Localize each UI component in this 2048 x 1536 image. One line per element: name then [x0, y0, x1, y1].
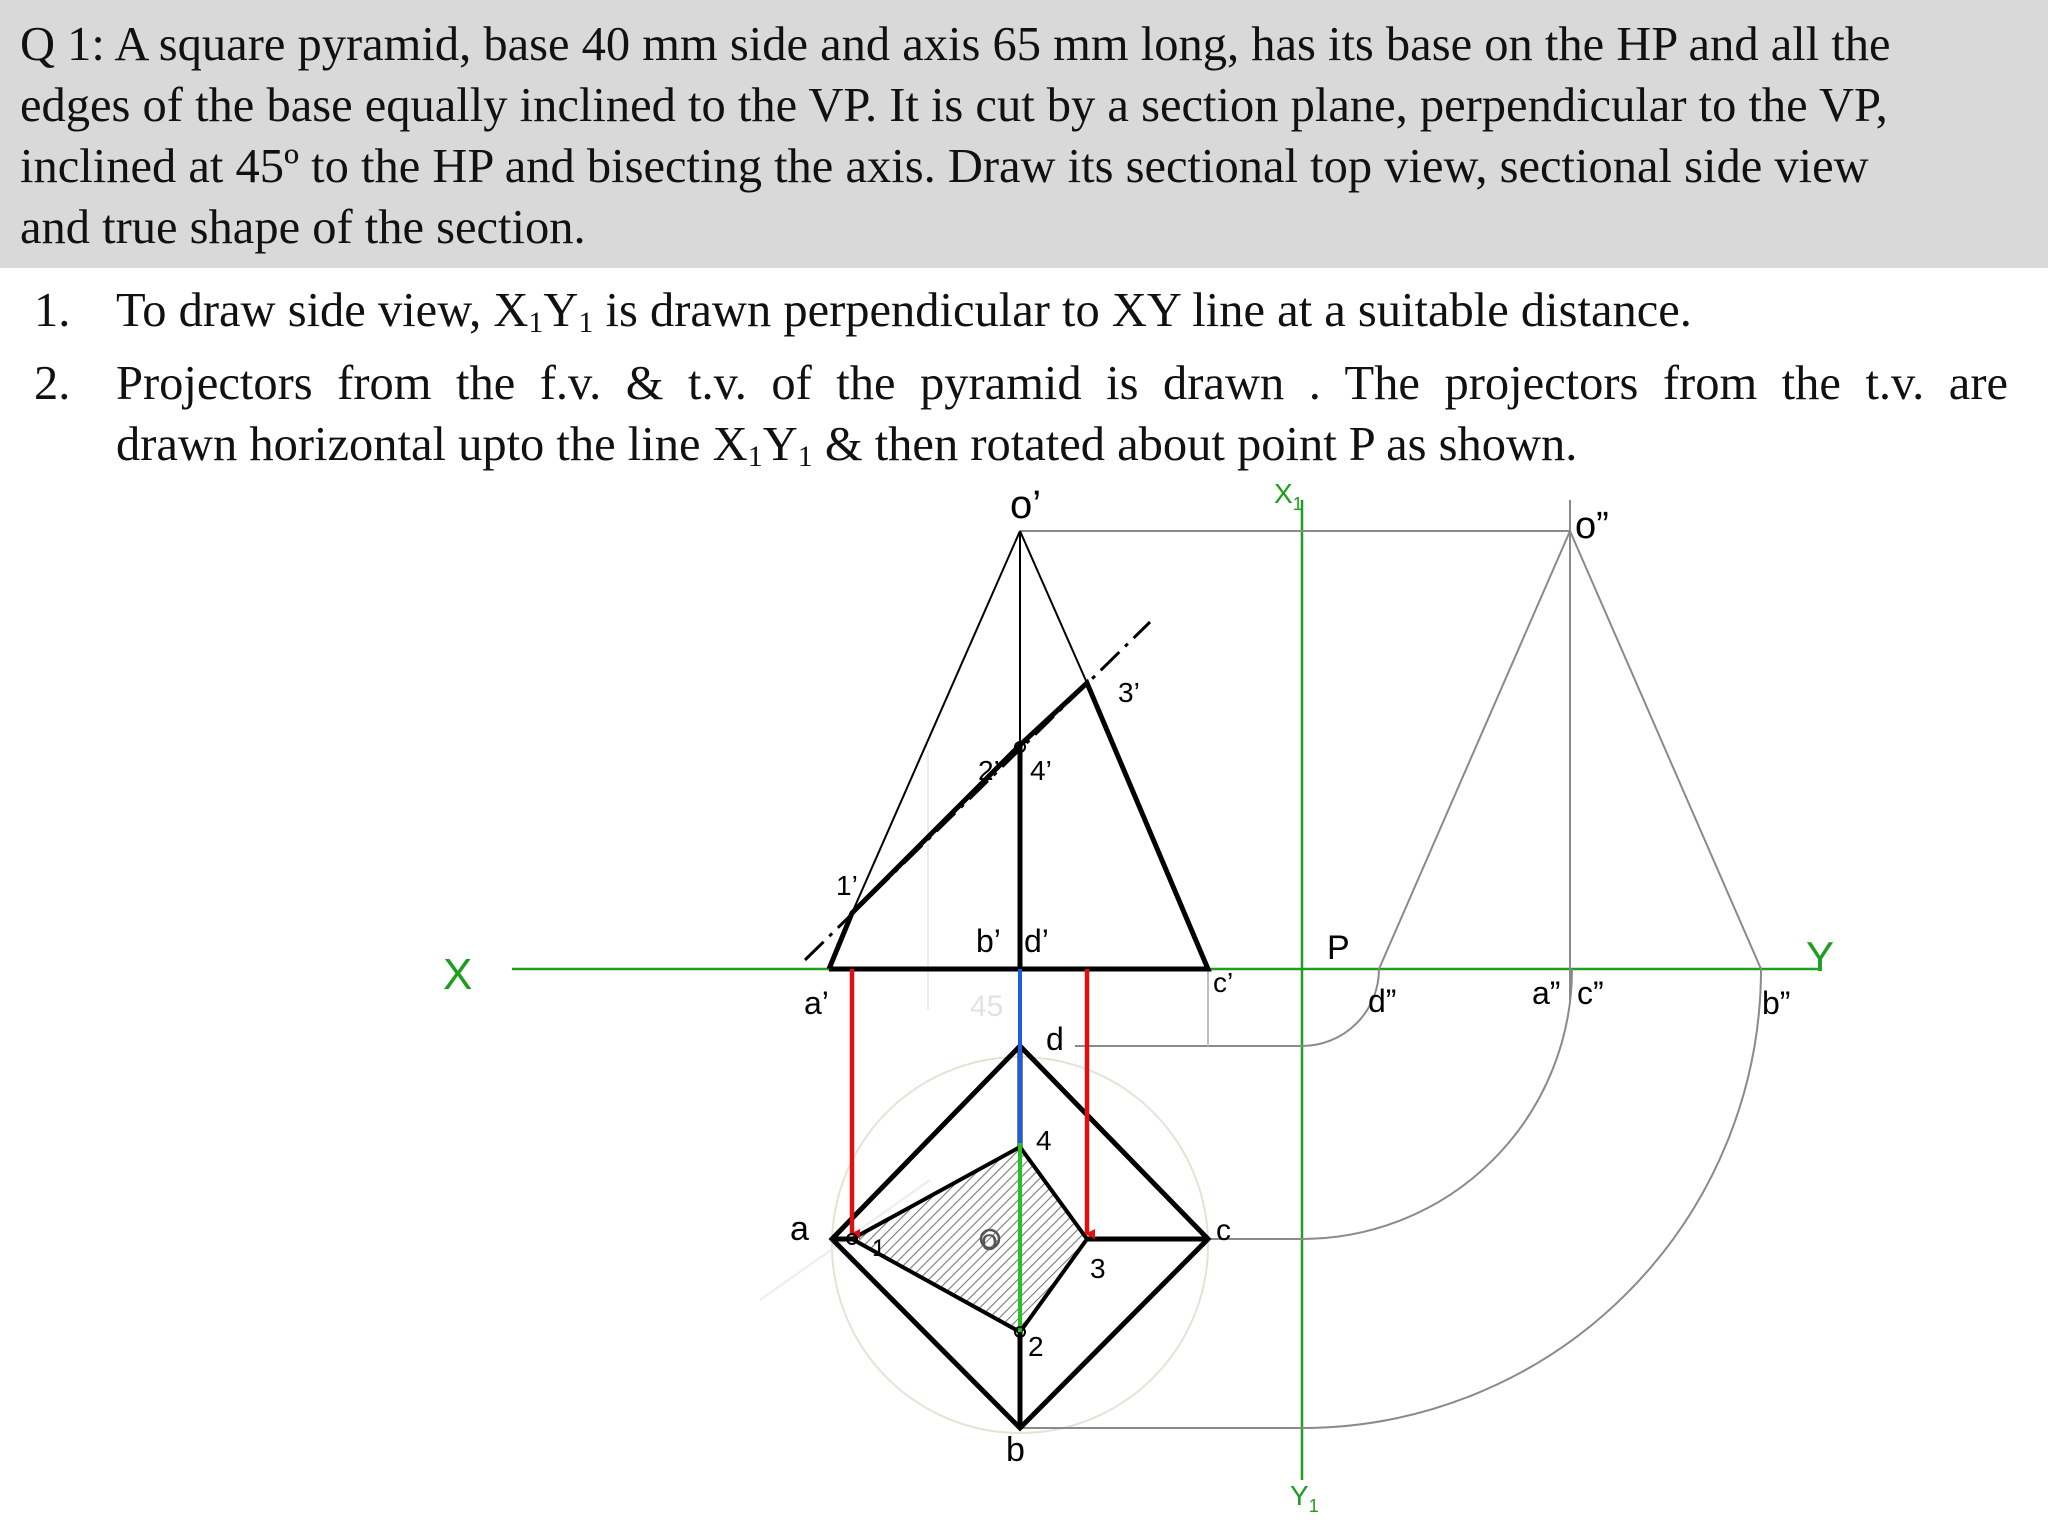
- label-x: X: [443, 950, 473, 999]
- label-d-top: d: [1046, 1021, 1064, 1057]
- step-text: drawn horizontal upto the line X: [116, 418, 748, 471]
- step-text: To draw side view, X: [116, 284, 529, 337]
- front-view-thin-left: [852, 531, 1020, 913]
- front-view-thin-right: [1020, 531, 1087, 683]
- label-d-front: d’: [1024, 923, 1049, 959]
- label-apex-side: o”: [1575, 505, 1609, 547]
- label-apex-front: o’: [1010, 483, 1042, 527]
- label-c-top: c: [1216, 1214, 1231, 1247]
- label-3-top: 3: [1090, 1253, 1106, 1284]
- label-b-front: b’: [976, 923, 1001, 959]
- label-1-front: 1’: [836, 870, 858, 901]
- subscript: 1: [747, 440, 763, 473]
- step-text: Y: [762, 418, 798, 471]
- label-b-side: b”: [1762, 985, 1791, 1021]
- question-line-2: edges of the base equally inclined to the VP. It is cut by a section plane, perpendicular to the VP,: [20, 79, 1888, 132]
- subscript: 1: [797, 440, 813, 473]
- label-4-front: 4’: [1030, 755, 1052, 786]
- step-text: Projectors from the f.v. & t.v. of the pyramid is drawn . The projectors from the t.v. are: [116, 357, 2008, 410]
- label-p: P: [1327, 929, 1350, 967]
- step-text: Y: [543, 284, 579, 337]
- label-3-front: 3’: [1118, 677, 1140, 708]
- label-y: Y: [1806, 933, 1835, 980]
- step-text: is drawn perpendicular to XY line at a suitable distance.: [593, 284, 1692, 337]
- label-c-front: c’: [1213, 967, 1234, 998]
- label-y1: $Y_1$: [1290, 1480, 1319, 1516]
- arc-b: [1302, 969, 1761, 1428]
- subscript: 1: [528, 306, 544, 339]
- label-d-side: d”: [1368, 983, 1397, 1019]
- label-a-top: a: [790, 1210, 809, 1248]
- label-2-top: 2: [1028, 1331, 1044, 1362]
- subscript: 1: [578, 306, 594, 339]
- label-1-top: 1: [872, 1235, 886, 1262]
- label-2-front: 2’: [978, 755, 1000, 786]
- question-line-3: inclined at 45º to the HP and bisecting the axis. Draw its sectional top view, sectional side view: [20, 140, 1869, 193]
- label-a-side: a”: [1532, 975, 1561, 1011]
- label-4-top: 4: [1036, 1125, 1052, 1156]
- side-view-edge-b: [1570, 531, 1761, 969]
- label-angle: 45: [970, 990, 1004, 1023]
- question-line-4: and true shape of the section.: [20, 201, 586, 254]
- label-o-top: o: [981, 1224, 998, 1257]
- step-number: 1.: [34, 284, 71, 337]
- top-view-section-hatch: [852, 1147, 1087, 1332]
- side-view-edge-d: [1379, 531, 1570, 969]
- label-x1: $X_1$: [1274, 478, 1303, 514]
- label-c-side: c”: [1577, 975, 1604, 1011]
- step-text: & then rotated about point P as shown.: [812, 418, 1578, 471]
- step-number: 2.: [34, 357, 71, 410]
- label-a-front: a’: [804, 985, 829, 1021]
- label-b-top: b: [1006, 1431, 1025, 1469]
- question-line-1: Q 1: A square pyramid, base 40 mm side and axis 65 mm long, has its base on the HP and all the: [20, 18, 1891, 71]
